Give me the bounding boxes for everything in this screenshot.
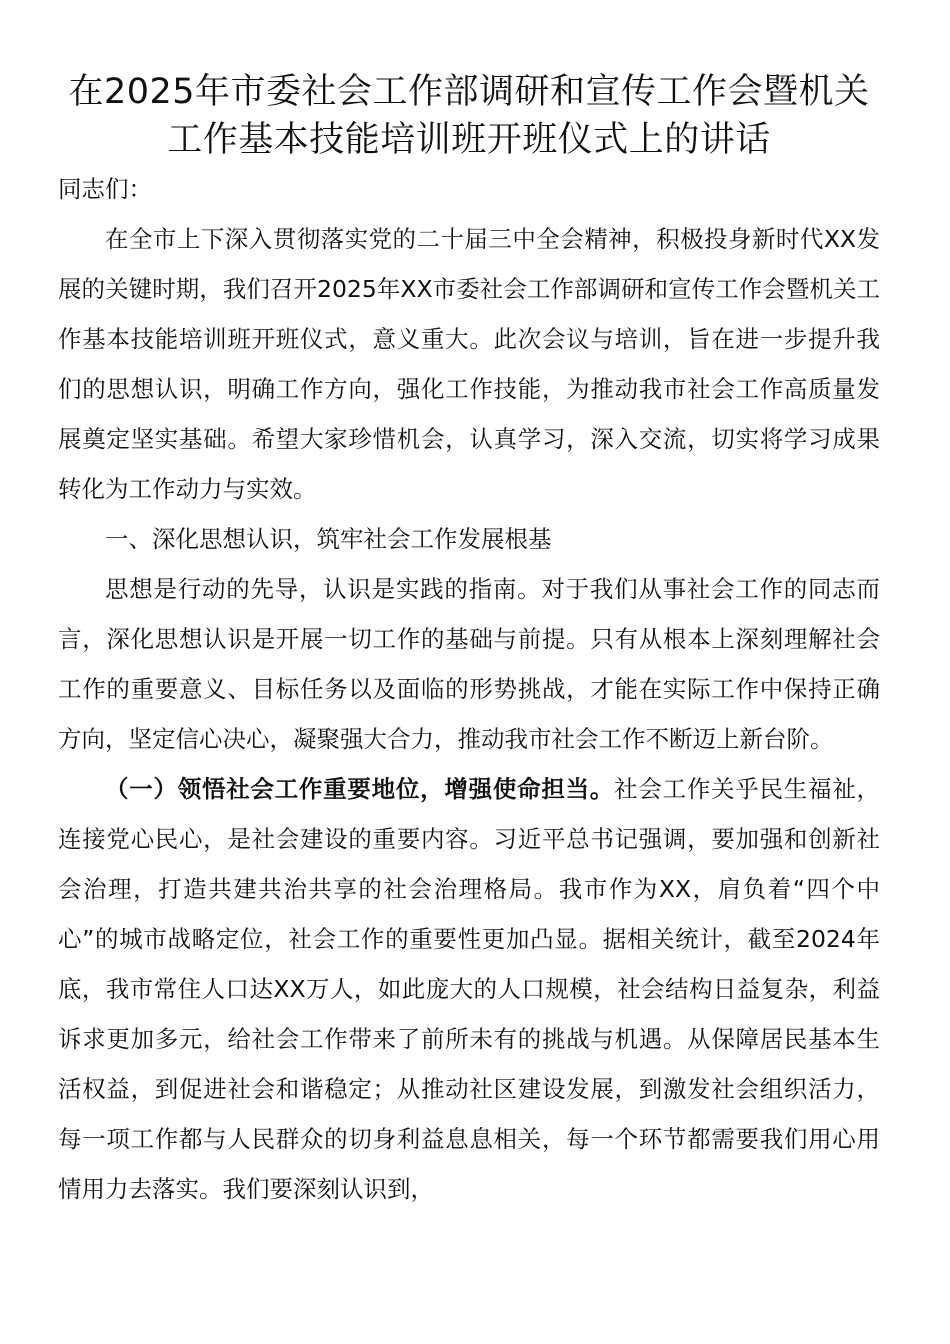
section-1-paragraph: 思想是行动的先导，认识是实践的指南。对于我们从事社会工作的同志而言，深化思想认识是开展一切工作的基础与前提。只有从根本上深刻理解社会工作的重要意义、目标任务以及面临的形势挑战，才能在实际工作中保持正确方向，坚定信心决心，凝聚强大合力，推动我市社会工作不断迈上新台阶。	[58, 575, 880, 753]
title-line-2: 工作基本技能培训班开班仪式上的讲话	[167, 120, 771, 160]
document-title	[58, 68, 880, 164]
subsection-1-lead: （一）领悟社会工作重要地位，增强使命担当。	[105, 775, 615, 803]
subsection-1-paragraph	[58, 764, 880, 1214]
subsection-1-body: 社会工作关乎民生福祉，连接党心民心，是社会建设的重要内容。习近平总书记强调，要加强和创新社会治理，打造共建共治共享的社会治理格局。我市作为XX，肩负着“四个中心”的城市战略定位，社会工作的重要性更加凸显。据相关统计，截至2024年底，我市常住人口达XX万人，如此庞大的人口规模，社会结构日益复杂，利益诉求更加多元，给社会工作带来了前所未有的挑战与机遇。从保障居民基本生活权益，到促进社会和谐稳定；从推动社区建设发展，到激发社会组织活力，每一项工作都与人民群众的切身利益息息相关，每一个环节都需要我们用心用情用力去落实。我们要深刻认识到，	[58, 775, 881, 1203]
intro-paragraph: 在全市上下深入贯彻落实党的二十届三中全会精神，积极投身新时代XX发展的关键时期，我们召开2025年XX市委社会工作部调研和宣传工作会暨机关工作基本技能培训班开班仪式，意义重大。此次会议与培训，旨在进一步提升我们的思想认识，明确工作方向，强化工作技能，为推动我市社会工作高质量发展奠定坚实基础。希望大家珍惜机会，认真学习，深入交流，切实将学习成果转化为工作动力与实效。	[58, 225, 880, 503]
section-1-heading: 一、深化思想认识，筑牢社会工作发展根基	[105, 525, 552, 553]
document-page	[58, 68, 880, 1214]
title-line-1: 在2025年市委社会工作部调研和宣传工作会暨机关	[68, 72, 870, 112]
salutation: 同志们：	[58, 175, 152, 203]
